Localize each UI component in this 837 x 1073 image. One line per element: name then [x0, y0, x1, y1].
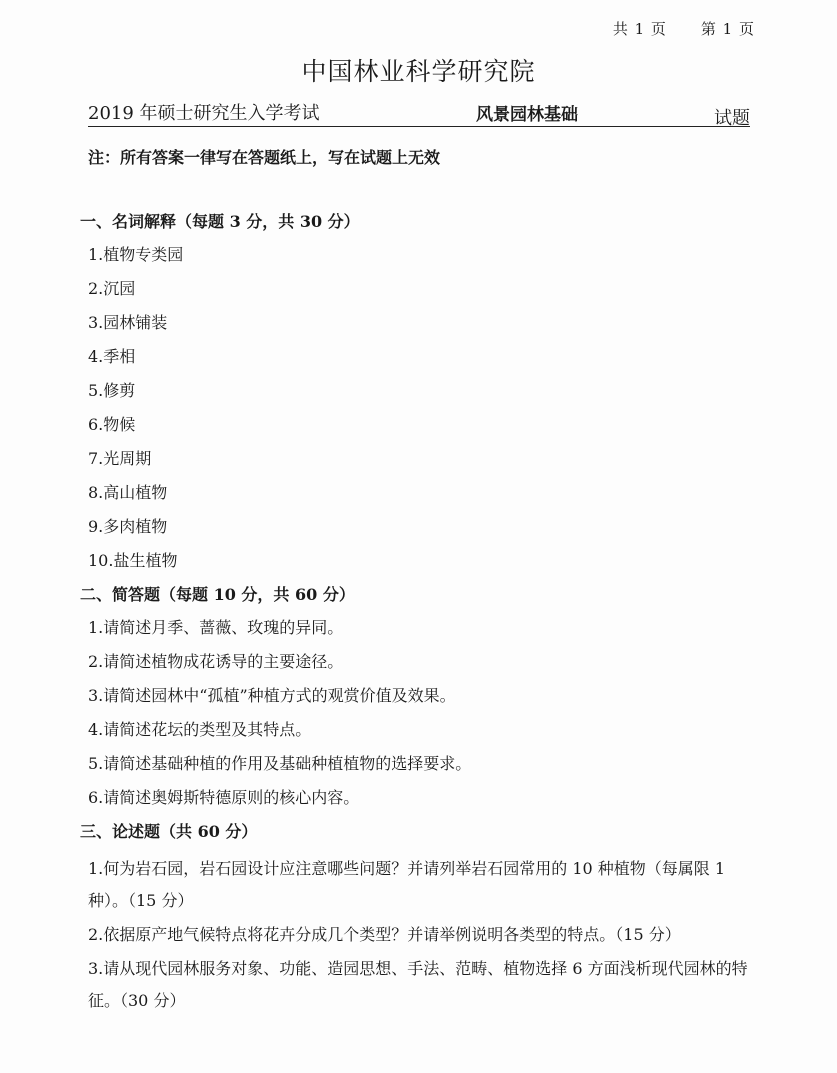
section-heading: 三、论述题（共 60 分）: [80, 822, 258, 841]
question-item: 9.多肉植物: [88, 517, 168, 536]
question-item: 5.修剪: [88, 381, 136, 400]
exam-name: 2019 年硕士研究生入学考试: [88, 103, 320, 124]
question-item: 7.光周期: [88, 449, 152, 468]
question-item: 6.请简述奥姆斯特德原则的核心内容。: [88, 788, 360, 807]
question-item: 3.请从现代园林服务对象、功能、造园思想、手法、范畴、植物选择 6 方面浅析现代园林的特征。（30 分）: [88, 959, 748, 1010]
question-item: 8.高山植物: [88, 483, 168, 502]
question-item: 6.物候: [88, 415, 136, 434]
current-page: 第 1 页: [700, 20, 755, 38]
exam-content: [80, 210, 752, 1019]
question-item: 2.沉园: [88, 279, 136, 298]
question-item: 10.盐生植物: [88, 551, 178, 570]
question-item: 5.请简述基础种植的作用及基础种植植物的选择要求。: [88, 754, 472, 773]
question-item: 1.何为岩石园，岩石园设计应注意哪些问题？并请列举岩石园常用的 10 种植物（每属限 1 种）。（15 分）: [88, 859, 726, 910]
question-item: 3.请简述园林中“孤植”种植方式的观赏价值及效果。: [88, 686, 456, 705]
question-item: 2.依据原产地气候特点将花卉分成几个类型？并请举例说明各类型的特点。（15 分）: [88, 925, 681, 944]
question-item: 2.请简述植物成花诱导的主要途径。: [88, 652, 344, 671]
question-item: 1.请简述月季、蔷薇、玫瑰的异同。: [88, 618, 344, 637]
section-heading: 二、简答题（每题 10 分，共 60 分）: [80, 585, 355, 604]
paper-label: 试题: [714, 108, 750, 129]
total-pages: 共 1 页: [612, 20, 667, 38]
question-item: 3.园林铺装: [88, 313, 168, 332]
exam-subject: 风景园林基础: [476, 105, 578, 125]
exam-title-line: [88, 100, 750, 127]
section-heading: 一、名词解释（每题 3 分，共 30 分）: [80, 212, 360, 231]
question-item: 4.请简述花坛的类型及其特点。: [88, 720, 312, 739]
question-item: 4.季相: [88, 347, 136, 366]
section-short-answer: [80, 583, 752, 810]
exam-notice: 注：所有答案一律写在答题纸上，写在试题上无效: [88, 148, 441, 167]
section-essay: [80, 820, 752, 1017]
institution-title: 中国林业科学研究院: [301, 57, 536, 86]
section-definitions: [80, 210, 752, 573]
question-item: 1.植物专类园: [88, 245, 184, 264]
page-count: [613, 18, 755, 39]
